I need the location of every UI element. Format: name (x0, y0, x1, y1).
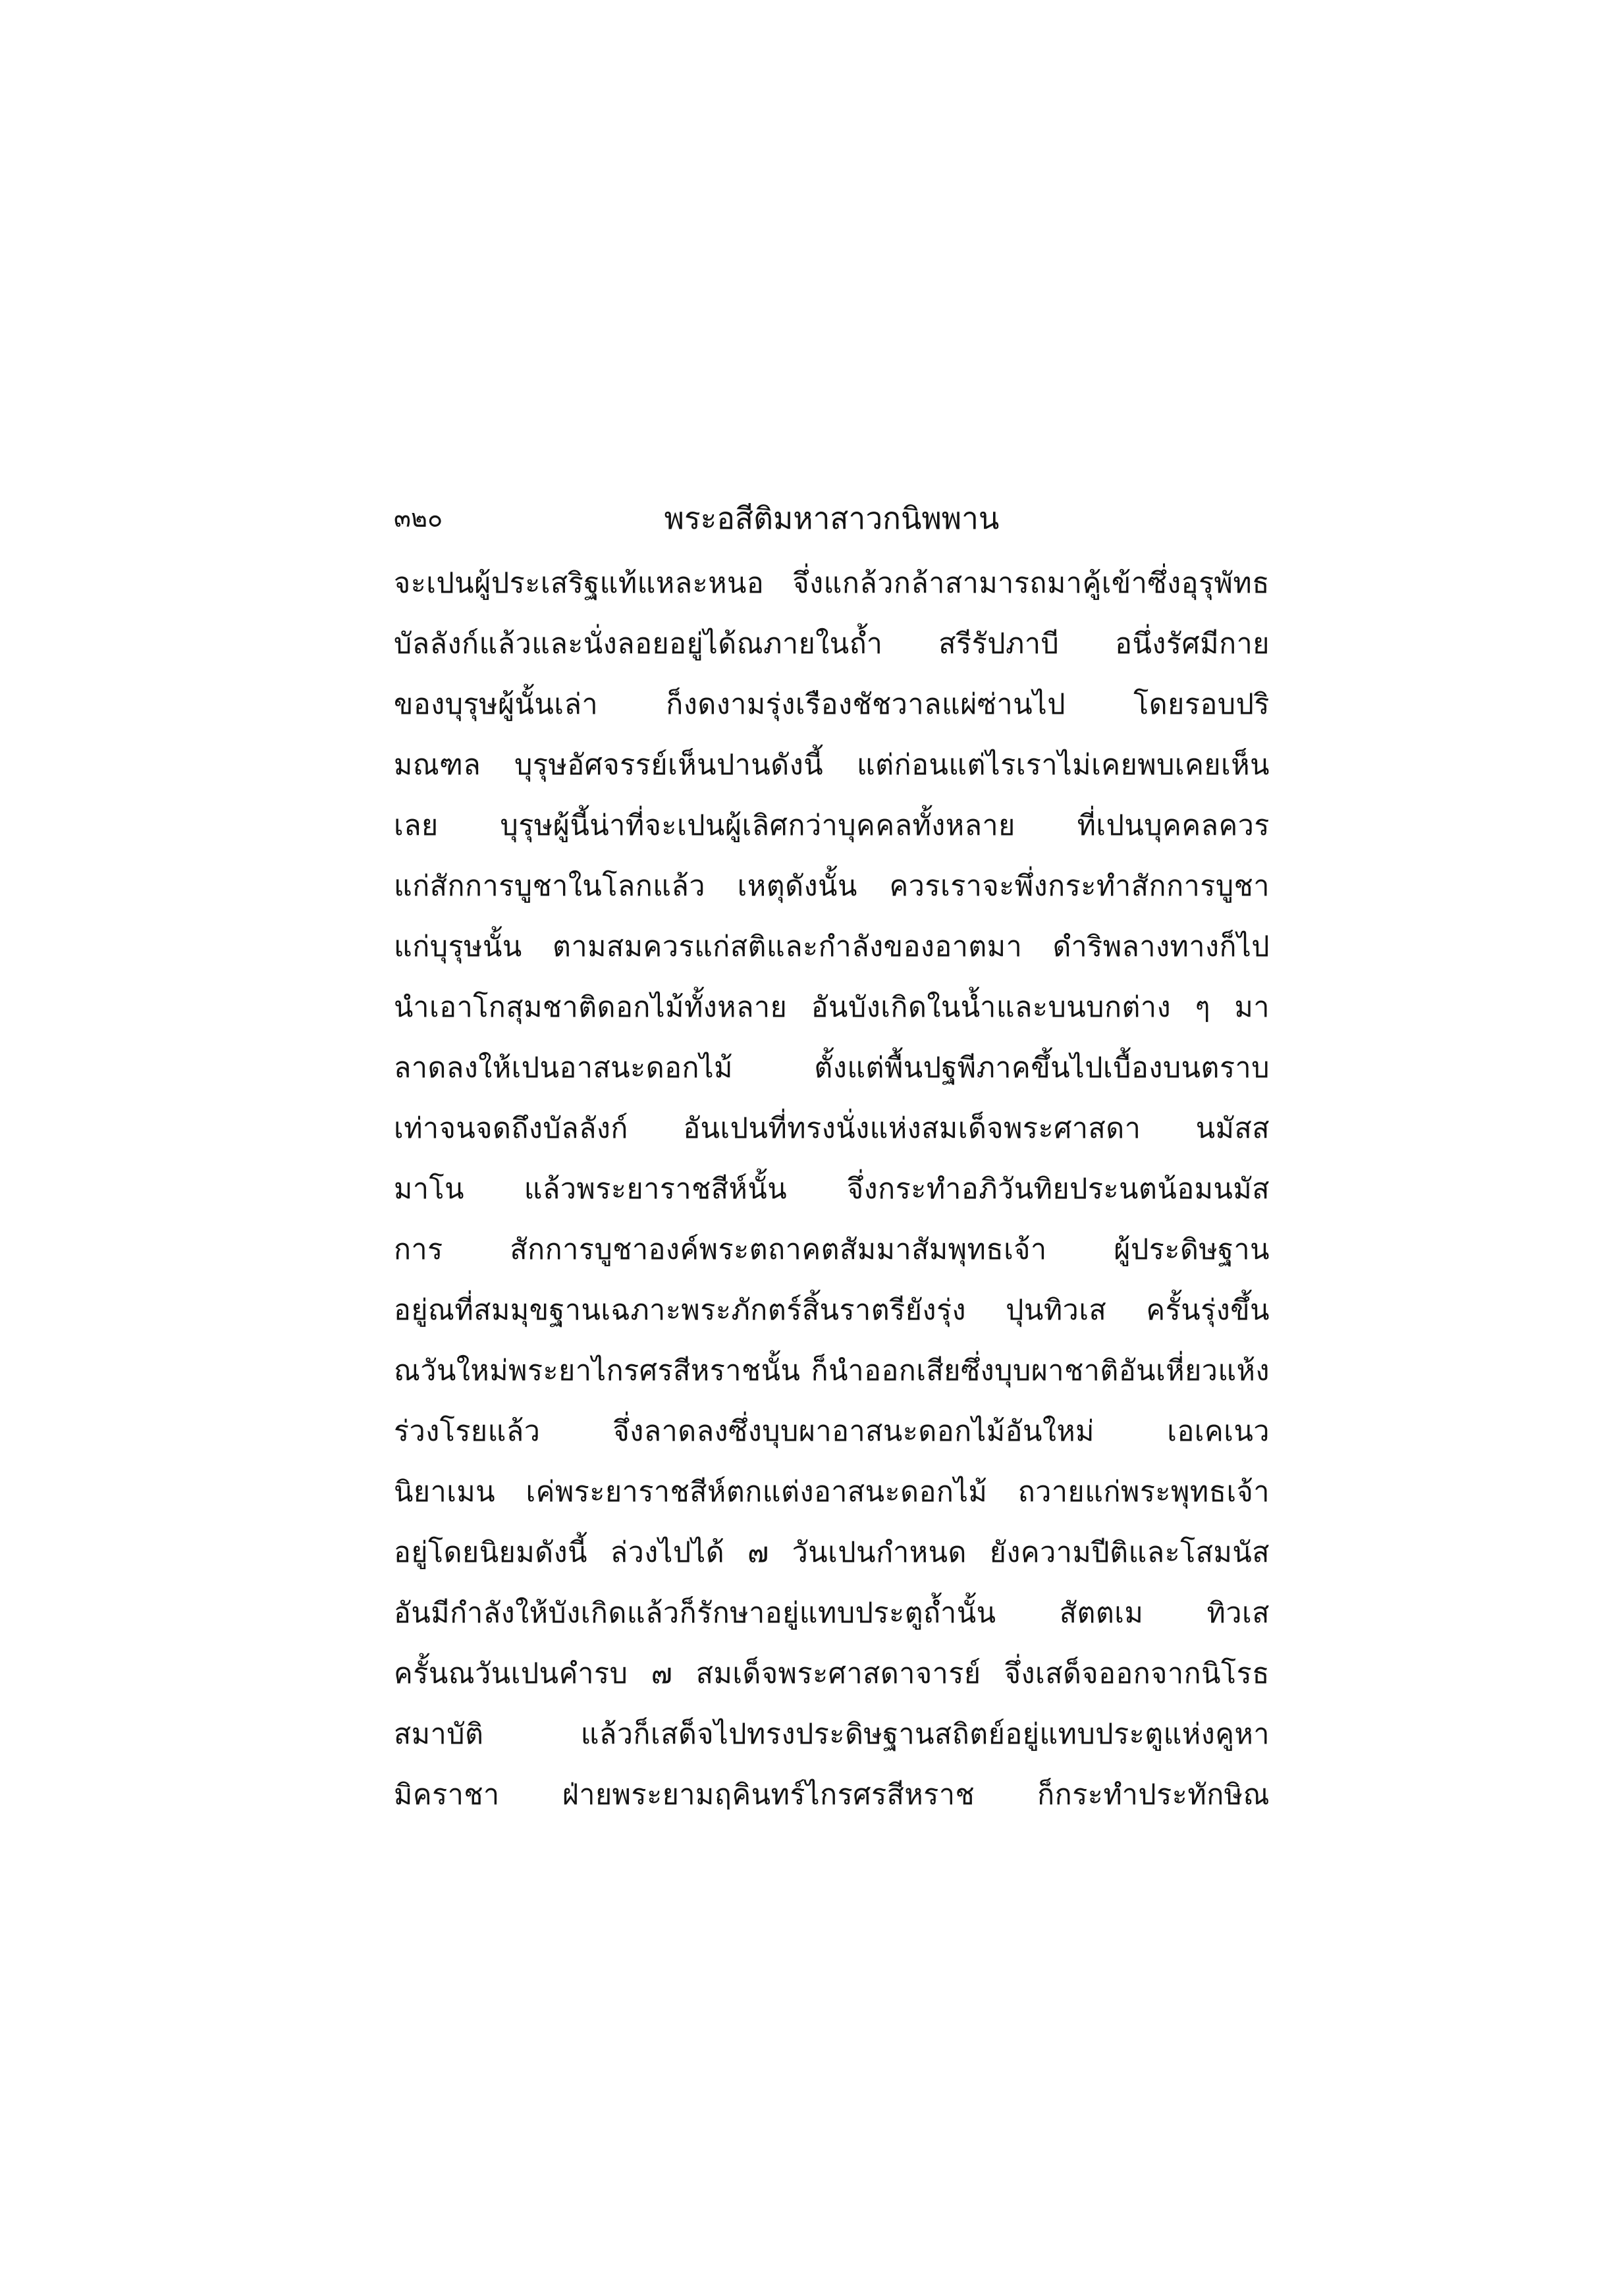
running-title: พระอสีติมหาสาวกนิพพาน (664, 500, 1000, 536)
text-line: ณวันใหม่พระยาไกรศรสีหราชนั้น ก็นำออกเสียซึ่งบุบผาชาติอันเหี่ยวแห้ง (394, 1354, 1270, 1387)
text-line: เลย บุรุษผู้นี้น่าที่จะเปนผู้เลิศกว่าบุคคลทั้งหลาย ที่เปนบุคคลควร (394, 809, 1270, 842)
text-line: อยู่ณที่สมมุขฐานเฉภาะพระภักตร์สิ้นราตรียังรุ่ง ปุนทิวเส ครั้นรุ่งขึ้น (394, 1294, 1270, 1327)
text-line: แก่บุรุษนั้น ตามสมควรแก่สติและกำลังของอาตมา ดำริพลางทางก็ไป (394, 930, 1270, 963)
text-line: มาโน แล้วพระยาราชสีห์นั้น จึ่งกระทำอภิวันทิยประนตน้อมนมัส (394, 1173, 1270, 1206)
text-line: มิคราชา ฝ่ายพระยามฤคินทร์ไกรศรสีหราช ก็กระทำประทักษิณ (394, 1778, 1270, 1811)
page-header (394, 495, 1270, 541)
text-line: สมาบัติ แล้วก็เสด็จไปทรงประดิษฐานสถิตย์อยู่แทบประตูแห่งคูหา (394, 1718, 1270, 1751)
text-line: ลาดลงให้เปนอาสนะดอกไม้ ตั้งแต่พื้นปฐพีภาคขึ้นไปเบื้องบนตราบ (394, 1052, 1270, 1084)
text-line: ครั้นณวันเปนคำรบ ๗ สมเด็จพระศาสดาจารย์ จึ่งเสด็จออกจากนิโรธ (394, 1657, 1270, 1690)
page-number: ๓๒๐ (394, 504, 443, 533)
text-line: ของบุรุษผู้นั้นเล่า ก็งดงามรุ่งเรืองชัชวาลแผ่ซ่านไป โดยรอบปริ (394, 688, 1270, 721)
text-line: อยู่โดยนิยมดังนี้ ล่วงไปได้ ๗ วันเปนกำหนด ยังความปีติและโสมนัส (394, 1536, 1270, 1569)
text-line: บัลลังก์แล้วและนั่งลอยอยู่ได้ณภายในถ้ำ สรีรัปภาบี อนึ่งรัศมีกาย (394, 627, 1270, 660)
text-line: นิยาเมน เค่พระยาราชสีห์ตกแต่งอาสนะดอกไม้ ถวายแก่พระพุทธเจ้า (394, 1476, 1270, 1508)
text-line: ร่วงโรยแล้ว จึ่งลาดลงซึ่งบุบผาอาสนะดอกไม้อันใหม่ เอเคเนว (394, 1415, 1270, 1448)
text-line: อันมีกำลังให้บังเกิดแล้วก็รักษาอยู่แทบประตูถ้ำนั้น สัตตเม ทิวเส (394, 1597, 1270, 1630)
text-line: แก่สักการบูชาในโลกแล้ว เหตุดังนั้น ควรเราจะพึ่งกระทำสักการบูชา (394, 870, 1270, 903)
text-line: มณฑล บุรุษอัศจรรย์เห็นปานดังนี้ แต่ก่อนแต่ไรเราไม่เคยพบเคยเห็น (394, 749, 1270, 782)
text-line: การ สักการบูชาองค์พระตถาคตสัมมาสัมพุทธเจ้า ผู้ประดิษฐาน (394, 1233, 1270, 1266)
text-line: จะเปนผู้ประเสริฐแท้แหละหนอ จึ่งแกล้วกล้าสามารถมาคู้เข้าซึ่งอุรุพัทธ (394, 567, 1270, 600)
text-line: เท่าจนจดถึงบัลลังก์ อันเปนที่ทรงนั่งแห่งสมเด็จพระศาสดา นมัสส (394, 1112, 1270, 1145)
body-text (394, 553, 1270, 1825)
text-line: นำเอาโกสุมชาติดอกไม้ทั้งหลาย อันบังเกิดในน้ำและบนบกต่าง ๆ มา (394, 991, 1270, 1024)
